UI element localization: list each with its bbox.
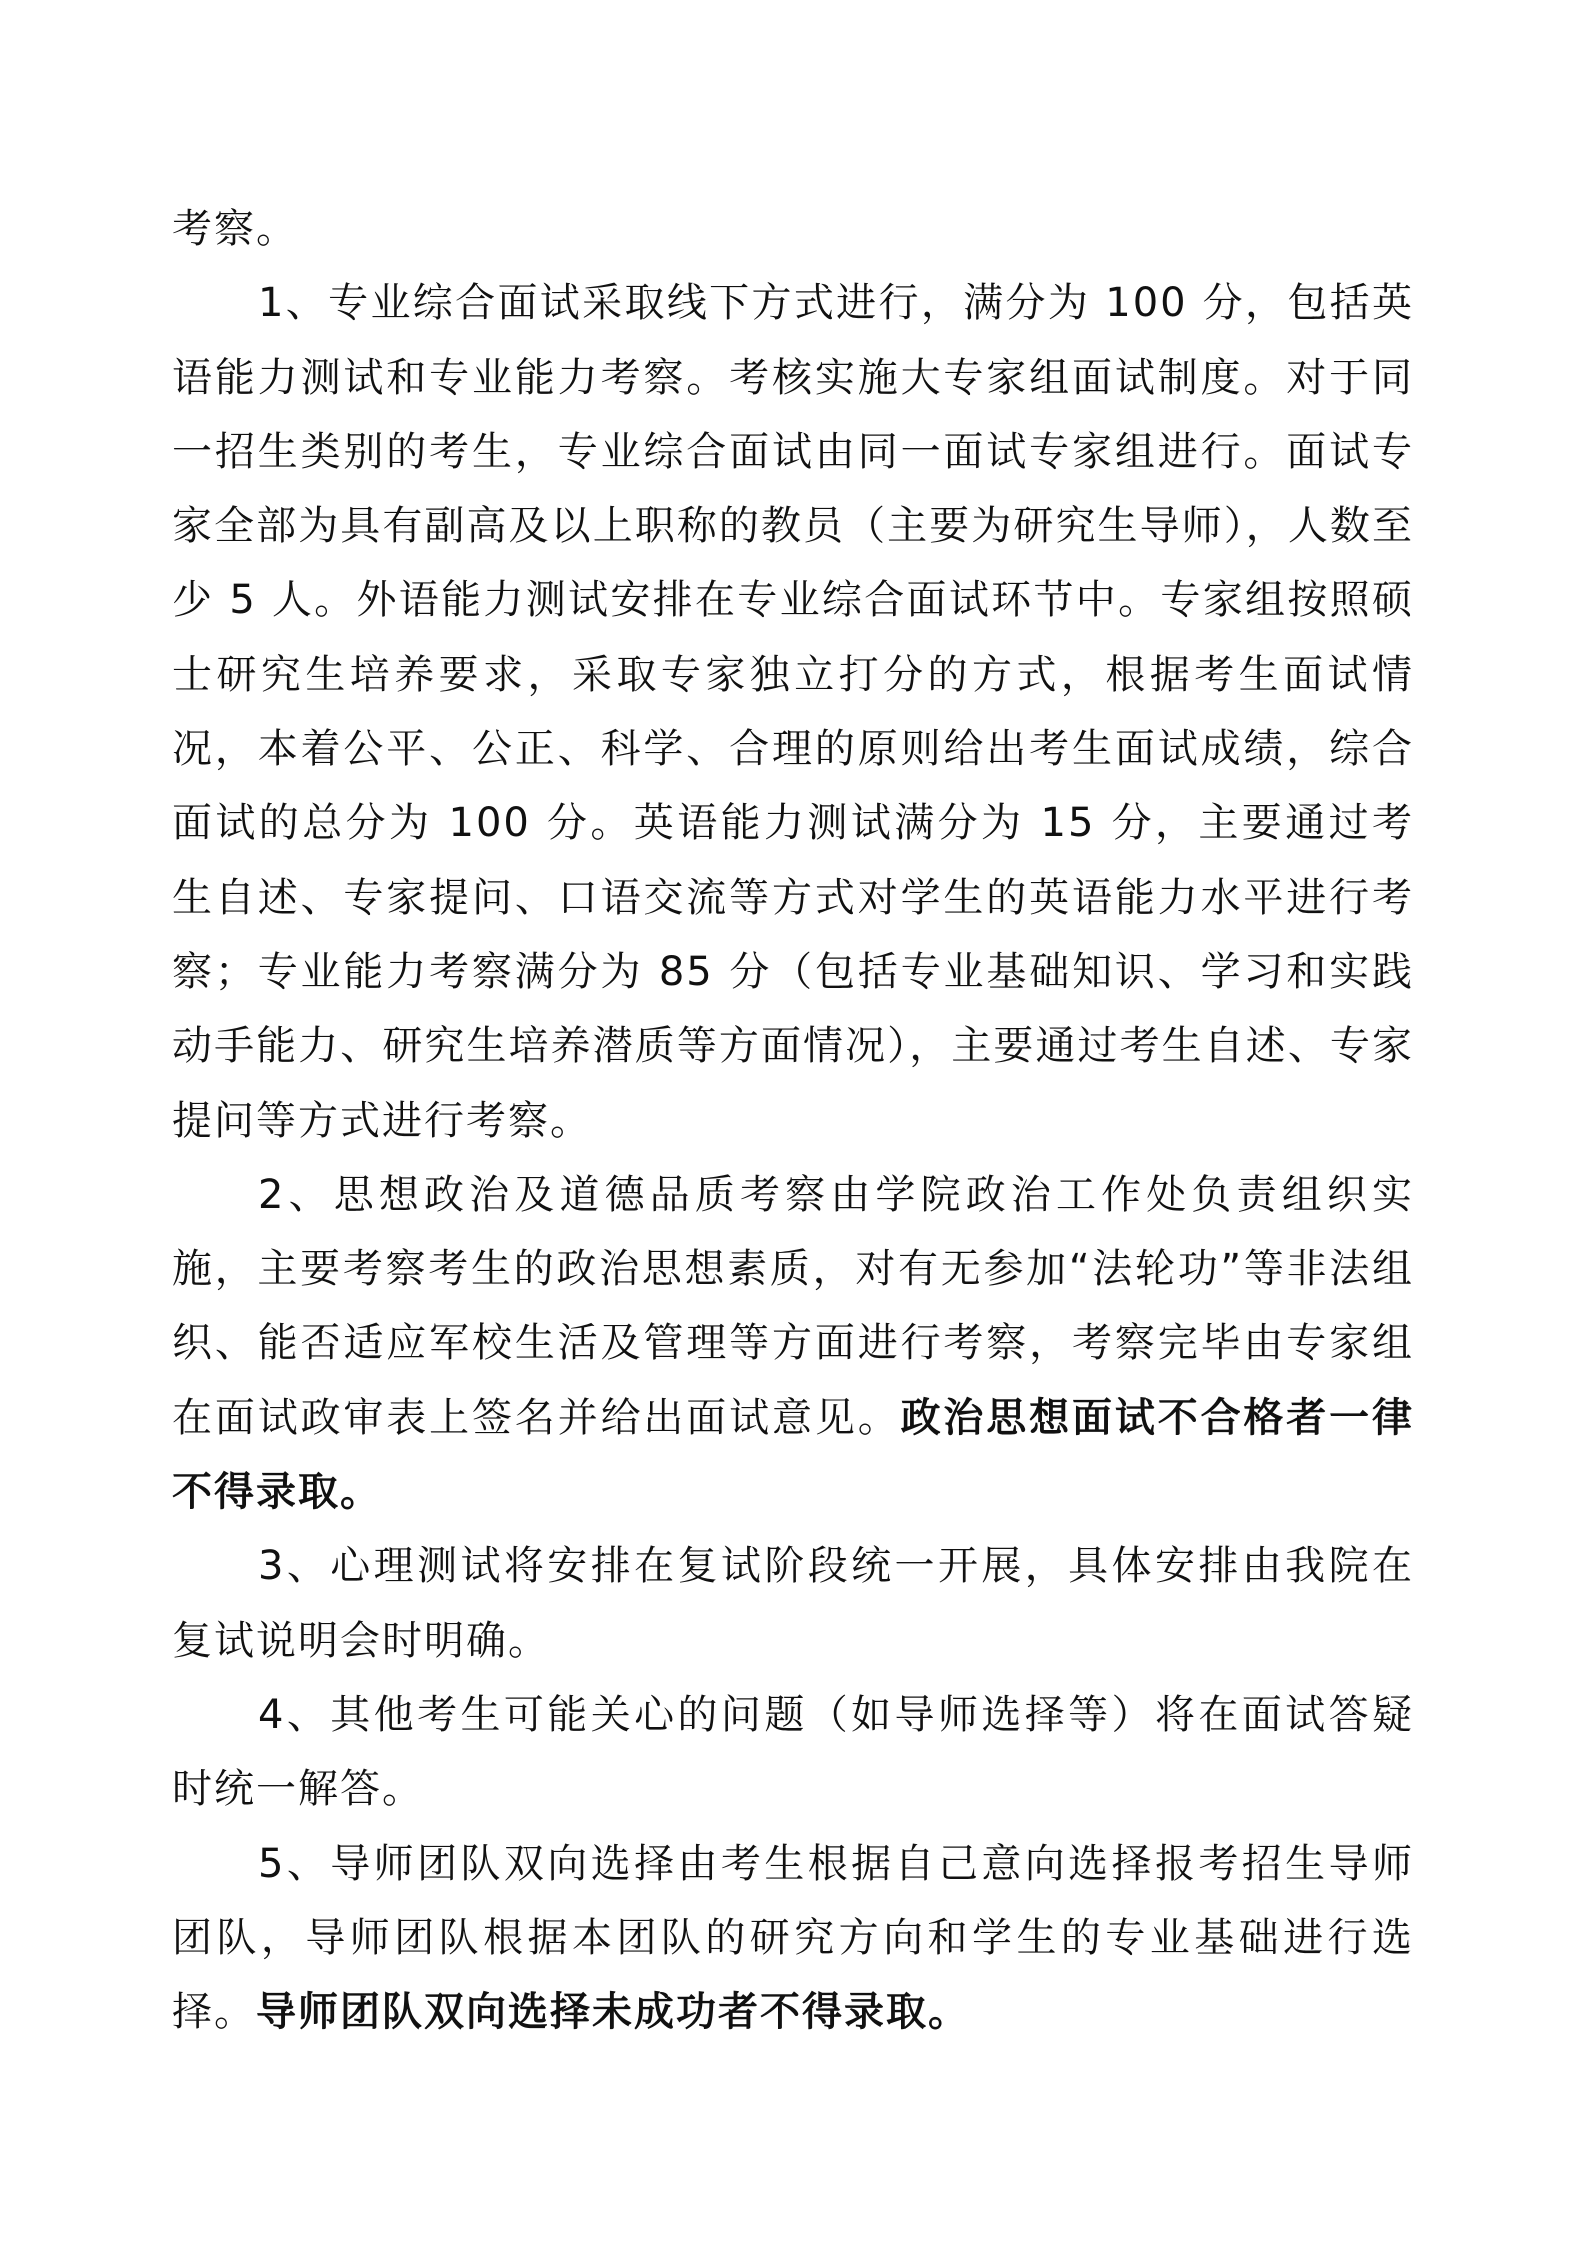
paragraph-continuation [172, 192, 1414, 266]
paragraph-text: 1、专业综合面试采取线下方式进行，满分为 100 分，包括英语能力测试和专业能力考察。考核实施大专家组面试制度。对于同一招生类别的考生，专业综合面试由同一面试专家组进行。面试专家全部为具有副高及以上职称的教员（主要为研究生导师），人数至少 5 人。外语能力测试安排在专业综合面试环节中。专家组按照硕士研究生培养要求，采取专家独立打分的方式，根据考生面试情况，本着公平、公正、科学、合理的原则给出考生面试成绩，综合面试的总分为 100 分。英语能力测试满分为 15 分，主要通过考生自述、专家提问、口语交流等方式对学生的英语能力水平进行考察；专业能力考察满分为 85 分（包括专业基础知识、学习和实践动手能力、研究生培养潜质等方面情况），主要通过考生自述、专家提问等方式进行考察。 [172, 280, 1414, 1144]
paragraph-text: 5、导师团队双向选择由考生根据自己意向选择报考招生导师团队，导师团队根据本团队的研究方向和学生的专业基础进行选择。 [172, 1840, 1414, 2036]
paragraph-bold-text: 导师团队双向选择未成功者不得录取。 [256, 1989, 970, 2036]
paragraph-2-political-review [172, 1158, 1414, 1529]
paragraph-text: 3、心理测试将安排在复试阶段统一开展，具体安排由我院在复试说明会时明确。 [172, 1543, 1414, 1664]
paragraph-text: 4、其他考生可能关心的问题（如导师选择等）将在面试答疑时统一解答。 [172, 1691, 1414, 1813]
paragraph-4-other-questions [172, 1678, 1414, 1827]
paragraph-text: 考察。 [172, 206, 298, 252]
paragraph-text: 2、思想政治及道德品质考察由学院政治工作处负责组织实施，主要考察考生的政治思想素质，对有无参加“法轮功”等非法组织、能否适应军校生活及管理等方面进行考察，考察完毕由专家组在面试政审表上签名并给出面试意见。 [172, 1171, 1414, 1441]
paragraph-1-professional-interview [172, 266, 1414, 1158]
paragraph-5-advisor-selection [172, 1827, 1414, 2050]
document-page [172, 192, 1414, 2049]
paragraph-bold-text: 政治思想面试不合格者一律不得录取。 [172, 1394, 1415, 1516]
paragraph-3-psychological-test [172, 1529, 1414, 1678]
